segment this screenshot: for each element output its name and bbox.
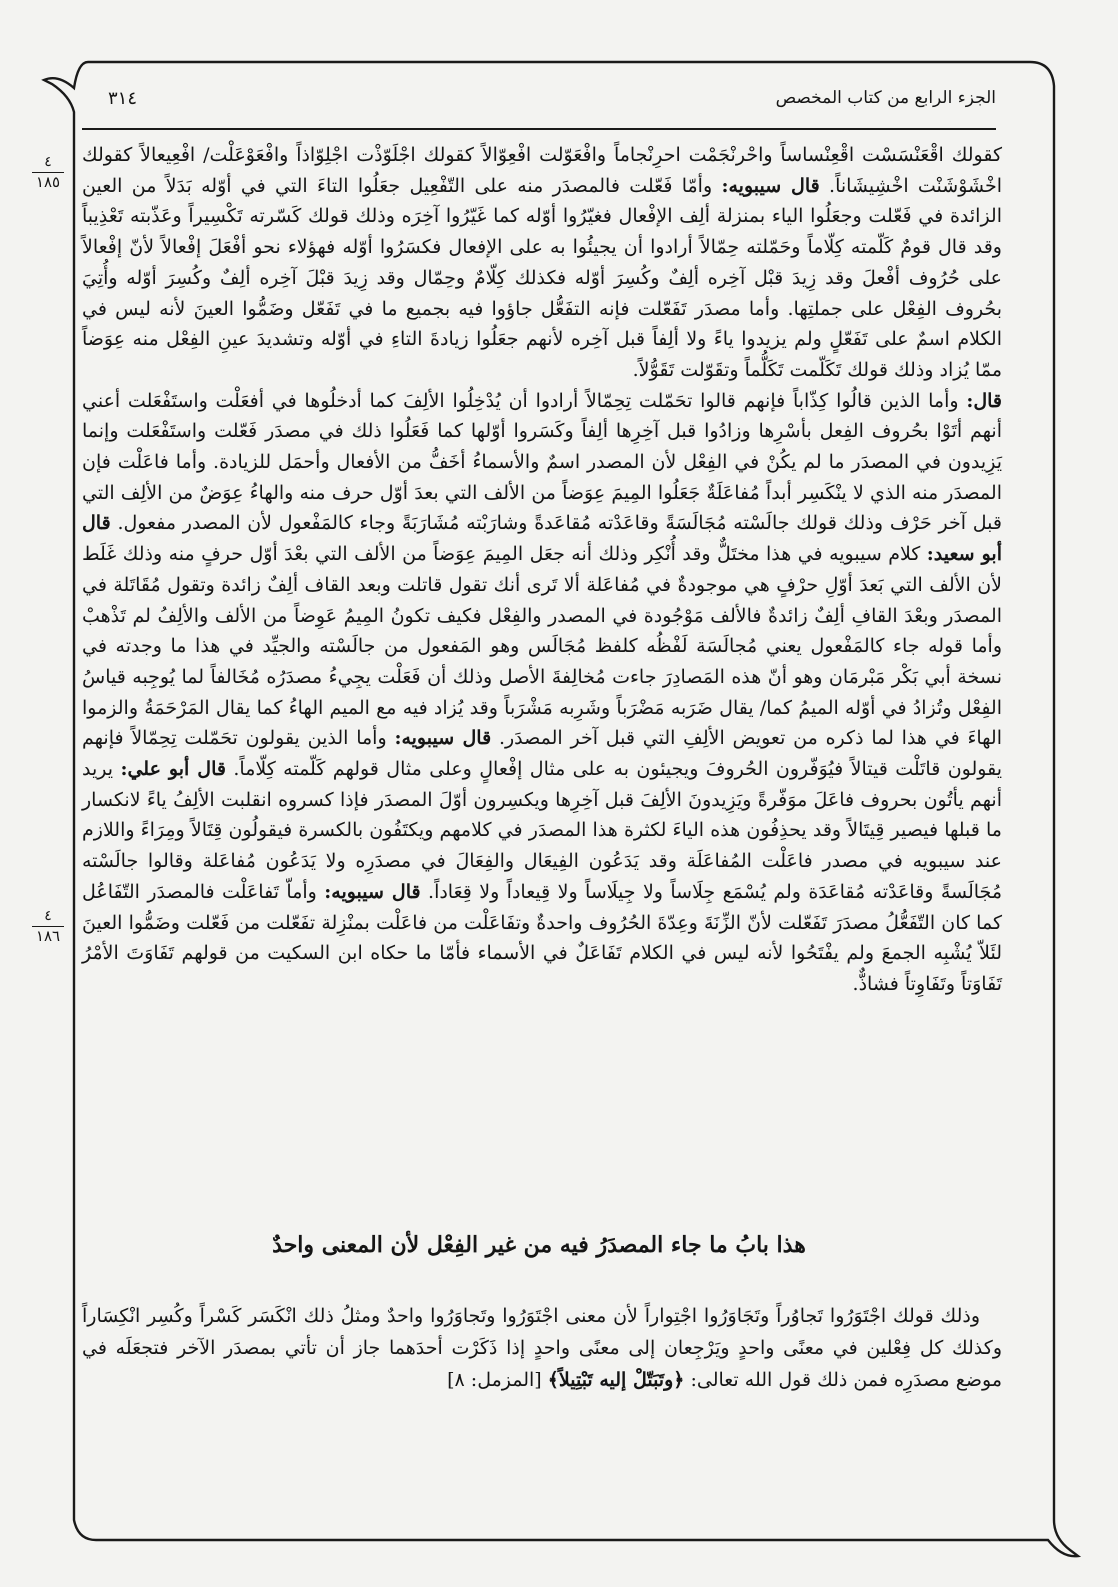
- text-run: وأما الذين قالُوا كِذّاباً فإنهم قالوا تحَمّلت تِحِمّالاً أرادوا أن يُدْخِلُوا الألِفَ كما أدخلُوها في أفعَلْت واستَفْعَلت أعني أنهم أتَوْا بحُروف الفِعل بأسْرِها وزادُوا قبل آخِرِها ألِفاً وكَسَروا أوّلها كما فَعَلُوا ذلك في مصدَر فَعّلت واستَفْعَلت وإنما يَزِيدون في المصدَر ما لم يكُنْ في الفِعْل لأن المصدر اسمٌ والأسماءُ أخَفُّ من الأفعال وأحمَل للزيادة. وأما فاعَلْت فإن المصدَر منه الذي لا ينْكَسِر أبداً مُفاعَلَةٌ جَعَلُوا المِيمَ عِوَضاً من الألف التي بعدَ أوّل حرف منه والهاءُ عِوَضٌ من الألِف التي قبل آخر حَرْف وذلك قولك جالَسْته مُجَالَسَةً وقاعَدْته مُقاعَدةً وشارَبْته مُشَارَبَةً وجاء كالمَفْعول لأن المصدر مفعول.: [82, 389, 1002, 535]
- citation: [المزمل: ٨]: [447, 1369, 542, 1391]
- paragraph: [82, 386, 1002, 1000]
- speaker-label: قال أبو سعيد:: [82, 512, 1002, 566]
- text-run: وأما الذين يقولون تحَمّلت تِحِمّالاً فإنهم يقولون قاتَلْت قيتالاً فيُوَفّرون الحُروفَ ويجيئون به على مثال إفْعالٍ وعلى مثال قولهم كَلّمته كِلّاماً.: [82, 727, 1002, 781]
- margin-page: ١٨٦: [35, 927, 61, 945]
- quran-verse: ﴿وتَبَتّلْ إليه تَبْتِيلاً﴾: [547, 1369, 685, 1391]
- text-run: كلام سيبويه في هذا مختَلٌّ وقد أُنْكِر وذلك أنه جعَل المِيمَ عِوَضاً من الألف التي بعْدَ أوّل حرفٍ منه وذلك غَلَط لأن الألف التي بَعدَ أوّلِ حرْفٍ هي موجودةٌ في مُفاعَلة ألا تَرى أنك تقول قاتلت وبعد القاف ألِفٌ زائدة وتقول مُقَاتَلة في المصدَر وبعْدَ القافِ ألِفٌ زائدةٌ فالألف مَوْجُودة في المصدر والفِعْل فكيف تكونُ المِيمُ عَوِضاً من الألف والألِفُ لم تَذْهبْ وأما قوله جاء كالمَفْعول يعني مُجالَسَة لَفْظُه كلفظ مُجَالَس وهو المَفعول من جالَسْته والجيِّد في هذا ما وجدته في نسخة أبي بَكْر مَبْرمَان وهو أنّ هذه المَصادِرَ جاءت مُخالِفةَ الأصل وذلك أن فَعَلْت يجِيءُ مصدَرُه مُخَالفاً لما يُوجِبه قياسُ الفِعْل وتُزادُ في أوّله الميمُ كما/ يقال ضَرَبه مَضْرَباً وشَرِبه مَشْرَباً وقد يُزاد فيه مع الميم الهاءُ كما يقال المَرْحَمَةُ والزموا الهاءَ في هذا لما ذكره من تعويض الألِفِ التي قبل آخر المصدَر.: [82, 543, 1002, 750]
- margin-page: ١٨٥: [35, 173, 61, 191]
- section-heading: هذا بابُ ما جاء المصدَرُ فيه من غير الفِعْل لأن المعنى واحدٌ: [272, 1232, 806, 1258]
- page-number: ٣١٤: [108, 88, 138, 109]
- text-run: يريد أنهم يأتُون بحروف فاعَلَ موَفّرةً ويَزِيدونَ الألِفَ قبل آخِرِها ويكسِرون أوّلَ المصدَر فإذا كسروه انقلبت الألِفُ ياءً لانكسار ما قبلها فيصير قِيتَالاً وقد يحذِفُون هذه الياءَ لكثرة هذا المصدَر في كلامهم ويكتَفُون بالكسرة فيقولُون قِتَالاً ومِرَاءً واللازم عند سيبويه في مصدر فاعَلْت المُفاعَلَة وقد يَدَعُون الفِيعَال والفِعَالَ في مصدَرِه ولا يَدَعُون مُفاعَلة وقالوا جالَسْته مُجَالَسةً وقاعَدْته مُقاعَدَة ولم يُسْمَع جِلَاساً ولا جِيلَاساً ولا قِيعاداً ولا قِعَاداً.: [82, 758, 1003, 903]
- main-text: [82, 140, 1002, 1000]
- margin-volume: ٤: [44, 154, 52, 170]
- speaker-label: قال سيبويه:: [394, 727, 492, 750]
- text-run: وأمّا فَعّلت فالمصدَر منه على التّفْعِيل جعَلُوا التاءَ التي في أوّله بَدَلاً من العين الزائدة في فَعّلت وجعَلُوا الياء بمنزلة ألِف الإفْعال فغيّرُوا أوّله كما غَيّرُوا آخِرَه وذلك قولك كَسّرته تَكْسِيراً وعَذّبته تَعْذِيباً وقد قال قومٌ كَلّمته كِلّاماً وحَمّلته حِمّالاً أرادوا أن يجيئُوا به على الإفعال فكسَرُوا أوّله فهؤلاء نحو أفْعَلَ إفْعالاً لأنّ إفْعالاً على حُرُوف أفْعلَ وقد زِيدَ قبْل آخِره ألِفٌ وكُسِرَ أوّله فكذلك كِلّامٌ وحِمّال وقد زِيدَ قبْلَ آخِره ألِفٌ وكُسِرَ أوّله وأُتِيَ بحُروف الفِعْل على جملتِها. وأما مصدَر تَفَعّلت فإنه التفَعُّل جاؤوا فيه بجميع ما في تَفَعّل وضَمُّوا العينَ لأنه ليس في الكلام اسمٌ على تَفَعّلٍ ولم يزيدوا ياءً ولا ألِفاً قبل آخِره لأنهم جعَلُوا زيادةَ التاءِ في أوّله وتشديدَ عينِ الفِعْل منه عِوَضاً ممّا يُزاد وذلك قولك تَكَلّمت تَكَلُّماً وتقَوّلت تَقَوُّلاً.: [82, 174, 1002, 381]
- speaker-label: قال أبو علي:: [120, 758, 226, 781]
- section-text: [82, 1300, 1002, 1396]
- speaker-label: قال:: [966, 389, 1003, 412]
- paragraph: [82, 1300, 1002, 1396]
- text-run: كقولك اقْعَنْسَسْت اقْعِنْساساً واحْرنْجَمْت احرِنْجاماً وافْعَوّلت افْعِوّالاً كقولك اجْلَوّذْت اجْلِوّاذاً وافْعَوْعَلْت/ افْعِيعالاً كقولك اخْشَوْشَنْت اخْشِيشَاناً.: [82, 144, 1003, 197]
- margin-marker: [28, 154, 68, 191]
- header-rule: [82, 128, 996, 130]
- speaker-label: قال سيبويه:: [721, 174, 820, 197]
- text-run: وذلك قولك اجْتَوَرُوا تَجاوُراً وتَجَاوَرُوا اجْتِواراً لأن معنى اجْتَوَرُوا وتَجاوَرُوا واحدٌ ومثلُ ذلك انْكَسَر كَسْراً وكُسِر انْكِسَاراً وكذلك كل فِعْلين في معنًى واحدٍ ويَرْجِعان إلى معنًى واحدٍ إذا ذَكَرْت أحدَهما جاز أن تأتي بمصدَر الآخر فتجعَلَه في موضع مصدَرِه فمن ذلك قول الله تعالى:: [82, 1305, 1002, 1391]
- margin-marker: [28, 908, 68, 945]
- page-header: [82, 88, 996, 118]
- speaker-label: قال سيبويه:: [324, 880, 421, 903]
- book-title: الجزء الرابع من كتاب المخصص: [775, 88, 996, 108]
- text-run: وأماّ تَفاعَلْت فالمصدَر التّفَاعُل كما كان التّفَعُّلُ مصدَرَ تَفَعّلت لأنّ الزِّنَةَ وعِدّةَ الحُرُوف واحدةٌ وتفَاعَلْت من فاعَلْت بمنْزِلة تفَعّلت من فَعّلت وضَمُّوا العينَ لئَلاّ يُشْبِه الجمعَ ولم يفْتَحُوا لأنه ليس في الكلام تَفَاعَلٌ في الأسماء فأمّا ما حكاه ابن السكيت من قولهم تَفَاوَتَ الأمْرُ تَفَاوَتاً وتَفَاوِتاً فشاذٌّ.: [82, 880, 1002, 995]
- paragraph: [82, 140, 1002, 386]
- margin-volume: ٤: [44, 908, 52, 924]
